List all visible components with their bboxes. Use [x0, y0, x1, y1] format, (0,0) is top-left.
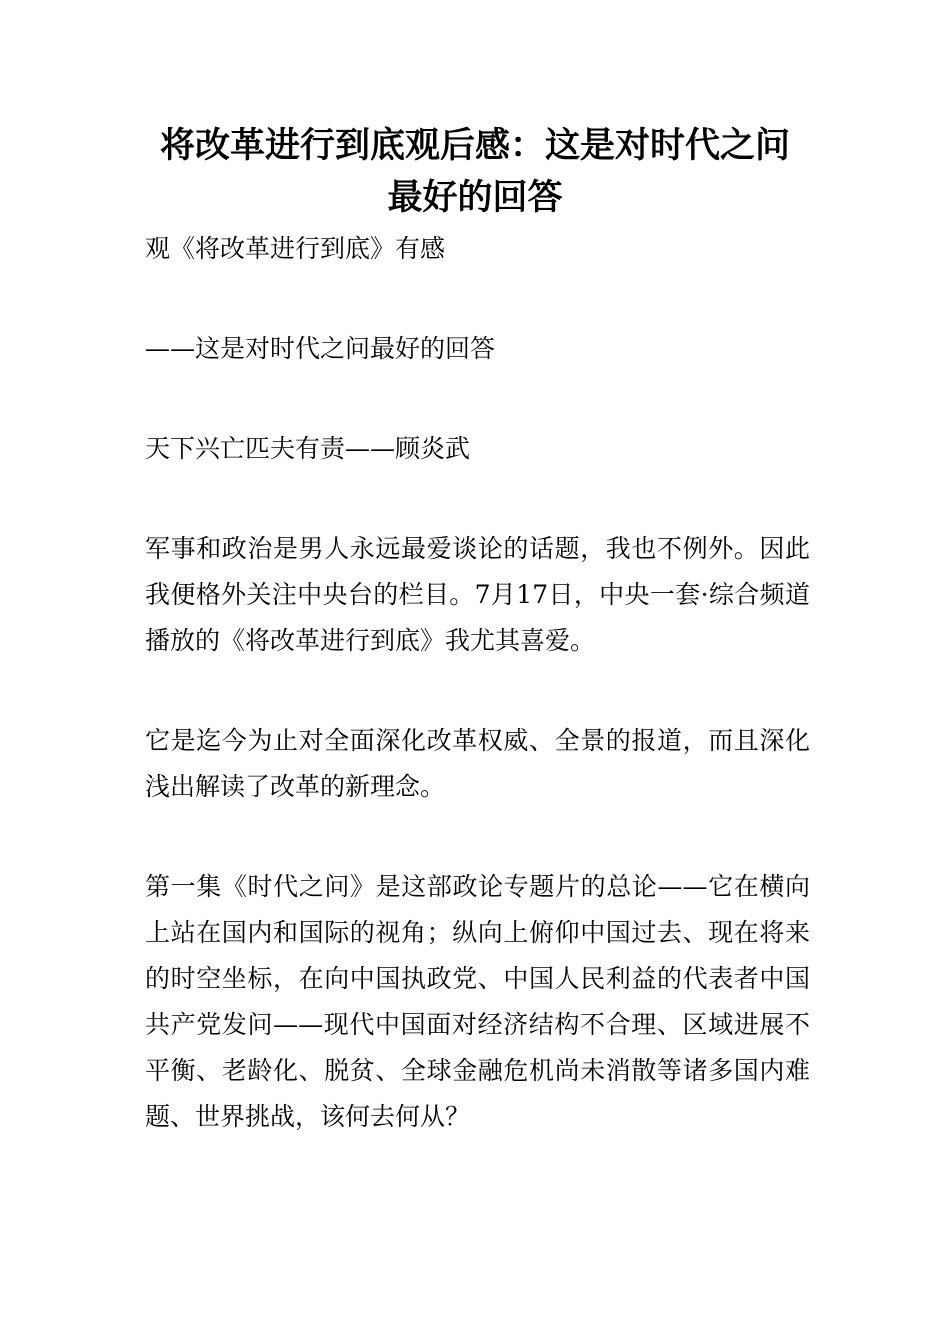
- paragraph-intro: 军事和政治是男人永远最爱谈论的话题，我也不例外。因此我便格外关注中央台的栏目。7月17日，中央一套·综合频道播放的《将改革进行到底》我尤其喜爱。: [145, 534, 810, 655]
- document-body: [145, 226, 810, 1140]
- paragraph-tagline: ——这是对时代之问最好的回答: [145, 334, 496, 363]
- paragraph-quote: 天下兴亡匹夫有责——顾炎武: [145, 434, 471, 463]
- paragraph-subtitle: 观《将改革进行到底》有感: [145, 234, 446, 263]
- paragraph-summary: 它是迄今为止对全面深化改革权威、全景的报道，而且深化浅出解读了改革的新理念。: [145, 726, 810, 801]
- document-title: 将改革进行到底观后感：这是对时代之问最好的回答: [159, 126, 790, 218]
- paragraph-episode-one: 第一集《时代之问》是这部政论专题片的总论——它在横向上站在国内和国际的视角；纵向上俯仰中国过去、现在将来的时空坐标，在向中国执政党、中国人民利益的代表者中国共产党发问——现代中国面对经济结构不合理、区域进展不平衡、老龄化、脱贫、全球金融危机尚未消散等诸多国内难题、世界挑战，该何去何从？: [145, 872, 810, 1131]
